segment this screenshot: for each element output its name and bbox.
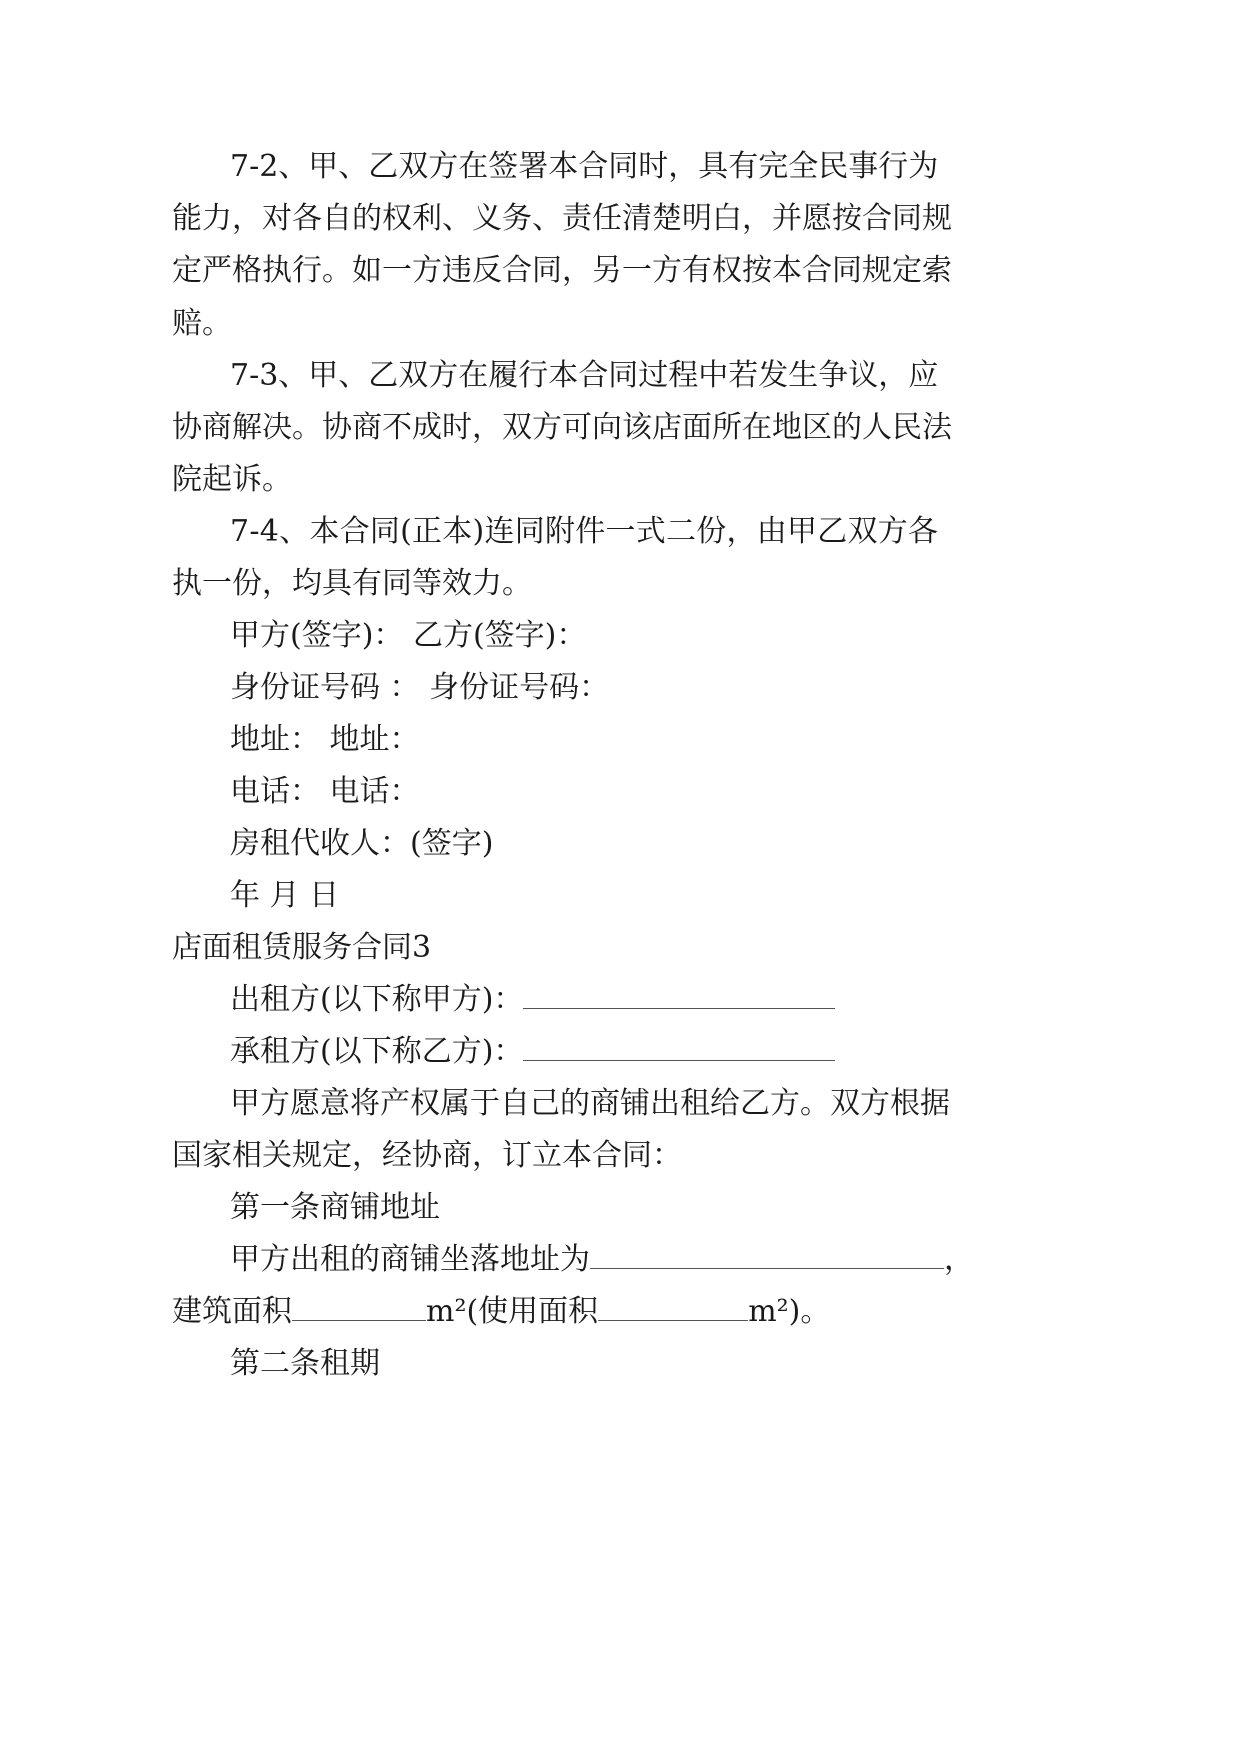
building-area-label: 建筑面积 [172,1294,292,1329]
clause-7-2-line-4: 赔。 [172,306,232,341]
signature-agent-line: 房租代收人：(签字) [230,826,494,861]
lessee-label: 承租方(以下称乙方)： [230,1034,524,1069]
intro-line-1: 甲方愿意将产权属于自己的商铺出租给乙方。双方根据 [230,1086,950,1121]
clause-7-2-line-1 [230,147,938,187]
clause-7-3-line-2: 协商解决。协商不成时，双方可向该店面所在地区的人民法 [172,410,952,445]
signature-phone-line: 电话： 电话： [230,774,420,809]
article-2-title: 第二条租期 [230,1346,380,1381]
signature-date-line: 年 月 日 [230,878,340,913]
clause-7-4-line-1: 7-4、本合同(正本)连同附件一式二份，由甲乙双方各 [230,514,939,549]
clause-7-3-line-1: 7-3、甲、乙双方在履行本合同过程中若发生争议，应 [230,358,939,393]
lessee-blank [523,1032,835,1061]
lessor-label: 出租方(以下称甲方)： [230,982,524,1017]
lessor-line [230,980,835,1020]
address-comma: ， [944,1242,974,1277]
signature-party-line: 甲方(签字)： 乙方(签字)： [230,618,587,653]
building-area-blank [292,1292,426,1321]
intro-line-2: 国家相关规定，经协商，订立本合同： [172,1138,682,1173]
article-1-area-line [172,1292,830,1332]
clause-7-2-line-2: 能力，对各自的权利、义务、责任清楚明白，并愿按合同规 [172,201,952,236]
signature-address-line: 地址： 地址： [230,722,420,757]
article-1-address-line [230,1240,974,1280]
usable-area-label: m²(使用面积 [426,1294,599,1329]
lessee-line [230,1032,835,1072]
area-unit-close: m²)。 [748,1294,831,1329]
lessor-blank [523,980,835,1009]
address-label: 甲方出租的商铺坐落地址为 [230,1242,590,1277]
contract-3-title: 店面租赁服务合同3 [172,930,432,965]
address-blank [590,1240,944,1269]
clause-7-2-text-1: 7-2、甲、乙双方在签署本合同时，具有完全民事行为 [230,149,939,184]
clause-7-2-line-3: 定严格执行。如一方违反合同，另一方有权按本合同规定索 [172,253,952,288]
clause-7-4-line-2: 执一份，均具有同等效力。 [172,566,532,601]
usable-area-blank [598,1292,748,1321]
signature-id-line: 身份证号码 ： 身份证号码： [230,670,610,705]
clause-7-3-line-3: 院起诉。 [172,462,292,497]
article-1-title: 第一条商铺地址 [230,1190,440,1225]
